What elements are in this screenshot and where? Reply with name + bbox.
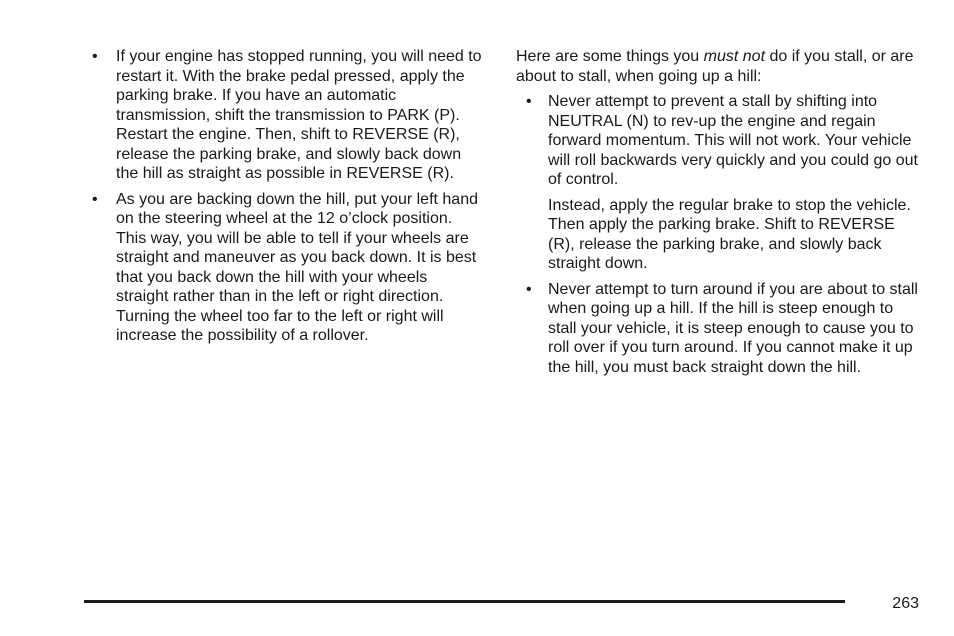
bullet-text: If your engine has stopped running, you will need to restart it. With the brake pedal pressed, apply the parking brake. If you have an automatic transmission, shift the transmission to PARK (P). Restart the engine. Then, shift to REVERSE (R), release the parking brake, and slowly back down the hill as straight as possible in REVERSE (R).: [116, 48, 482, 182]
bullet-marker: •: [526, 93, 532, 110]
intro-paragraph: [516, 47, 920, 86]
bullet-item-restart-engine: [92, 47, 484, 184]
intro-emphasis: must not: [703, 48, 766, 65]
footer-rule: [84, 600, 845, 603]
bullet-text: Never attempt to turn around if you are about to stall when going up a hill. If the hill is steep enough to stall your vehicle, it is steep enough to cause you to roll over if you turn around. If you cannot make it up the hill, you must back straight down the hill.: [548, 280, 918, 376]
intro-text-before: Here are some things you: [516, 48, 704, 65]
left-column: [92, 47, 484, 352]
page-number: 263: [892, 595, 919, 612]
followup-paragraph: Instead, apply the regular brake to stop the vehicle. Then apply the parking brake. Shift to REVERSE (R), release the parking brake, and slowly back straight down.: [548, 196, 911, 272]
bullet-text: Never attempt to prevent a stall by shifting into NEUTRAL (N) to rev-up the engine and regain forward momentum. This will not work. Your vehicle will roll backwards very quickly and you could go out of control.: [548, 93, 918, 188]
bullet-item-turn-around: [516, 280, 920, 378]
bullet-item-neutral: [516, 92, 920, 190]
bullet-text: As you are backing down the hill, put your left hand on the steering wheel at the 12 o’clock position. This way, you will be able to tell if your wheels are straight and maneuver as you back down. It is best that you back down the hill with your wheels straight rather than in the left or right direction. Turning the wheel too far to the left or right will increase the possibility of a rollover.: [116, 190, 478, 344]
right-column: [516, 47, 920, 383]
bullet-marker: •: [92, 48, 98, 65]
bullet-item-backing-down: [92, 190, 484, 346]
bullet-marker: •: [526, 280, 532, 298]
intro-text-after: do if you stall, or are about to stall, when going up a hill:: [516, 48, 914, 85]
bullet-marker: •: [92, 190, 98, 208]
